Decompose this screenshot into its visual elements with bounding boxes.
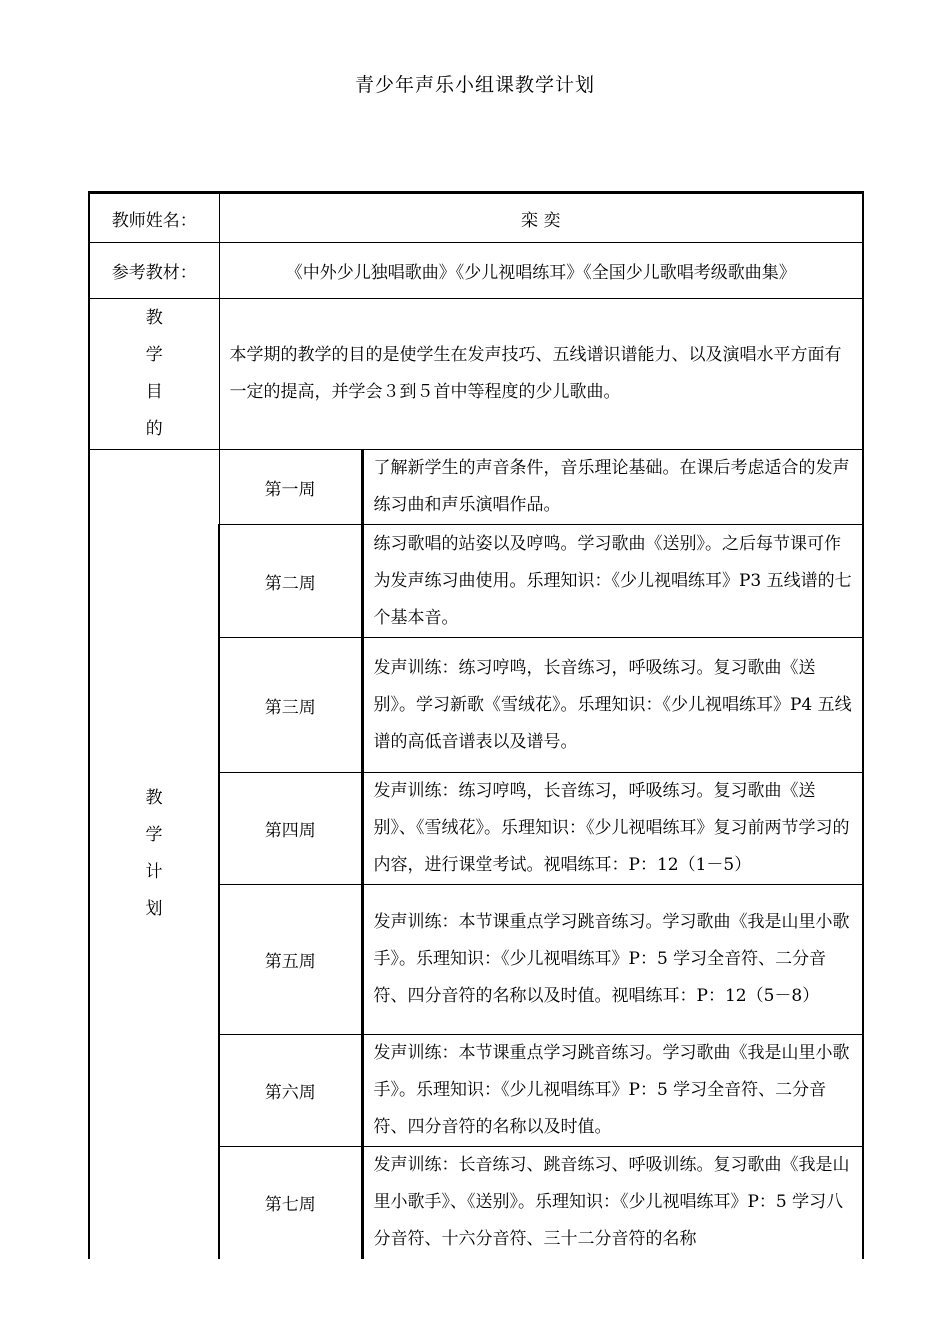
plan-label: [89, 450, 219, 1259]
page-title: 青少年声乐小组课教学计划: [354, 74, 595, 96]
teacher-row: [89, 193, 863, 243]
plan-label-char: 教: [145, 788, 163, 809]
material-value: 《中外少儿独唱歌曲》《少儿视唱练耳》《全国少儿歌唱考级歌曲集》: [219, 243, 863, 299]
week-content: 发声训练：本节课重点学习跳音练习。学习歌曲《我是山里小歌手》。乐理知识：《少儿视唱练耳》P：5 学习全音符、二分音符、四分音符的名称以及时值。: [362, 1035, 863, 1147]
week-content: 发声训练：长音练习、跳音练习、呼吸训练。复习歌曲《我是山里小歌手》、《送别》。乐理知识：《少儿视唱练耳》P：5 学习八分音符、十六分音符、三十二分音符的名称: [362, 1147, 863, 1259]
goal-label-char: 教: [145, 308, 163, 328]
week-label: 第一周: [219, 450, 362, 525]
goal-label-char: 的: [145, 419, 163, 439]
material-label: 参考教材：: [89, 243, 219, 299]
goal-label-char: 学: [145, 345, 163, 365]
goal-label-char: 目: [145, 382, 163, 402]
week-row: [89, 450, 863, 525]
week-label: 第二周: [219, 525, 362, 638]
plan-label-char: 计: [145, 862, 163, 883]
goal-label: [89, 299, 219, 450]
week-content: 发声训练：练习哼鸣，长音练习，呼吸练习。复习歌曲《送别》、《雪绒花》。乐理知识：《少儿视唱练耳》复习前两节学习的内容，进行课堂考试。视唱练耳：P：12（1－5）: [362, 773, 863, 885]
material-row: [89, 243, 863, 299]
week-content: 练习歌唱的站姿以及哼鸣。学习歌曲《送别》。之后每节课可作为发声练习曲使用。乐理知识：《少儿视唱练耳》P3 五线谱的七个基本音。: [362, 525, 863, 638]
week-content: 发声训练：本节课重点学习跳音练习。学习歌曲《我是山里小歌手》。乐理知识：《少儿视唱练耳》P：5 学习全音符、二分音符、四分音符的名称以及时值。视唱练耳：P：12（5－8）: [362, 885, 863, 1035]
week-label: 第三周: [219, 638, 362, 773]
teaching-plan-table: [88, 191, 864, 1259]
week-label: 第四周: [219, 773, 362, 885]
week-content: 了解新学生的声音条件，音乐理论基础。在课后考虑适合的发声练习曲和声乐演唱作品。: [362, 450, 863, 525]
week-content: 发声训练：练习哼鸣，长音练习，呼吸练习。复习歌曲《送别》。学习新歌《雪绒花》。乐理知识：《少儿视唱练耳》P4 五线谱的高低音谱表以及谱号。: [362, 638, 863, 773]
week-label: 第六周: [219, 1035, 362, 1147]
goal-text: 本学期的教学的目的是使学生在发声技巧、五线谱识谱能力、以及演唱水平方面有一定的提高，并学会３到５首中等程度的少儿歌曲。: [219, 299, 863, 450]
week-label: 第五周: [219, 885, 362, 1035]
goal-row: [89, 299, 863, 450]
plan-label-char: 学: [145, 825, 163, 846]
teacher-name: 栾 奕: [219, 193, 863, 243]
plan-label-char: 划: [145, 899, 163, 920]
week-label: 第七周: [219, 1147, 362, 1259]
teacher-label: 教师姓名：: [89, 193, 219, 243]
